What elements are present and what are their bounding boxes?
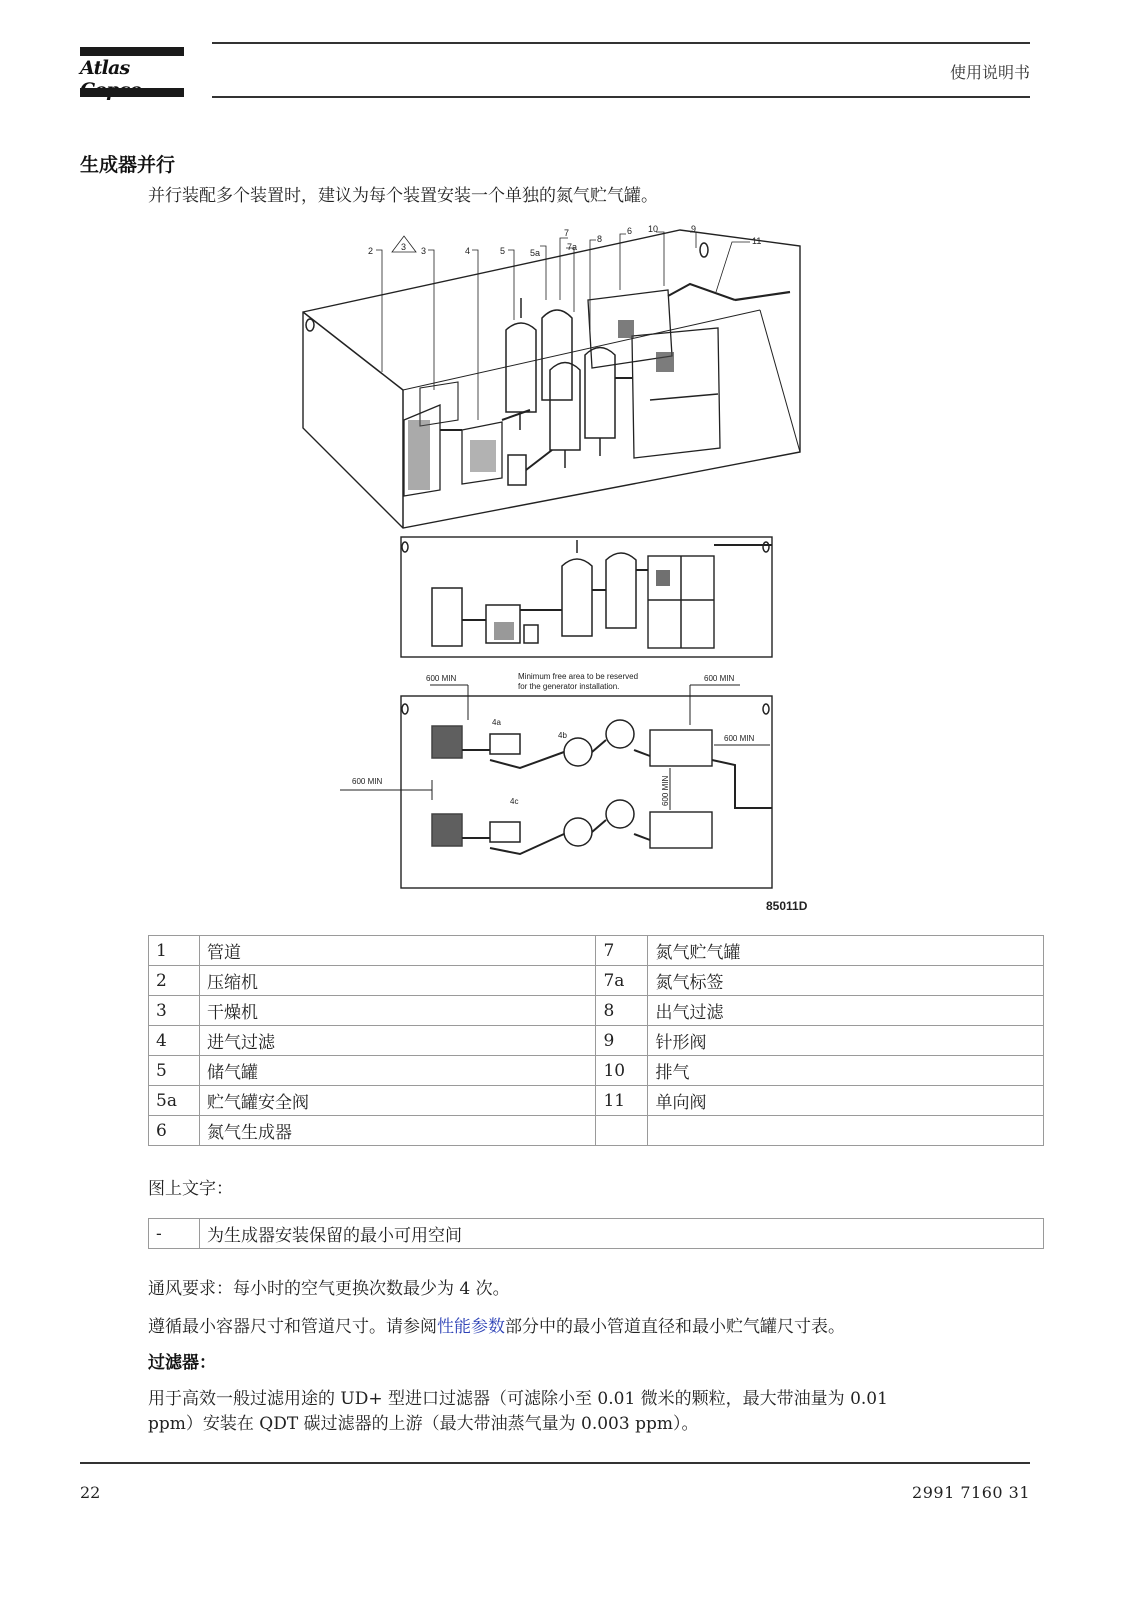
legend-text: 压缩机 (199, 966, 596, 996)
callout-3: 3 (421, 246, 427, 256)
table-row (149, 996, 1044, 1026)
callout-7: 7 (564, 228, 570, 238)
filters-line-1: 用于高效一般过滤用途的 UD+ 型进口过滤器（可滤除小至 0.01 微米的颗粒，最大带油量为 0.01 (148, 1389, 888, 1409)
table-row (149, 936, 1044, 966)
callout-11: 11 (752, 236, 762, 246)
footer-rule (80, 1462, 1030, 1464)
room-isometric (303, 230, 800, 528)
callout-9: 9 (691, 224, 697, 234)
intro-paragraph: 并行装配多个装置时，建议为每个装置安装一个单独的氮气贮气罐。 (148, 186, 658, 206)
callout-2: 2 (368, 246, 374, 256)
logo-bar-bottom (80, 88, 184, 97)
ventilation-text: 通风要求：每小时的空气更换次数最少为 4 次。 (148, 1279, 510, 1299)
logo-text: Atlas (80, 57, 130, 79)
figure-text-table (148, 1218, 1044, 1249)
label-4b: 4b (558, 731, 567, 740)
label-4a: 4a (492, 718, 501, 727)
legend-number: 8 (596, 996, 648, 1026)
legend-number (596, 1116, 648, 1146)
legend-table (148, 935, 1044, 1146)
callout-7a: 7a (567, 242, 578, 252)
room-elevation (401, 537, 772, 657)
figure-text-key: - (149, 1219, 200, 1249)
legend-number: 4 (149, 1026, 200, 1056)
legend-text: 贮气罐安全阀 (199, 1086, 596, 1116)
label-4c: 4c (510, 797, 519, 806)
legend-text: 出气过滤 (648, 996, 1044, 1026)
callout-6: 6 (627, 226, 633, 236)
performance-data-link[interactable]: 性能参数 (437, 1317, 505, 1337)
legend-number: 1 (149, 936, 200, 966)
callout-5: 5 (500, 246, 506, 256)
legend-number: 10 (596, 1056, 648, 1086)
legend-text: 进气过滤 (199, 1026, 596, 1056)
filters-heading: 过滤器： (148, 1353, 216, 1373)
callout-5a: 5a (530, 248, 541, 258)
header-title: 使用说明书 (949, 63, 1030, 82)
note-line-2: for the generator installation. (518, 682, 620, 691)
legend-text: 管道 (199, 936, 596, 966)
document-number: 2991 7160 31 (912, 1483, 1030, 1502)
header-rule-top (212, 42, 1030, 44)
page-number: 22 (80, 1483, 101, 1502)
sizing-text-post: 部分中的最小管道直径和最小贮气罐尺寸表。 (505, 1317, 845, 1337)
legend-text: 干燥机 (199, 996, 596, 1026)
legend-number: 6 (149, 1116, 200, 1146)
table-row (149, 1086, 1044, 1116)
sizing-text-pre: 遵循最小容器尺寸和管道尺寸。请参阅 (148, 1317, 437, 1337)
dim-600-right: 600 MIN (704, 674, 735, 683)
table-row (149, 1116, 1044, 1146)
callout-8: 8 (597, 234, 603, 244)
legend-number: 2 (149, 966, 200, 996)
table-row (149, 1219, 1044, 1249)
figure-id: 85011D (766, 899, 808, 913)
sizing-text (148, 1314, 845, 1340)
legend-text: 排气 (648, 1056, 1044, 1086)
figure-text-value: 为生成器安装保留的最小可用空间 (199, 1219, 1043, 1249)
legend-text: 氮气贮气罐 (648, 936, 1044, 966)
room-plan (340, 685, 772, 888)
table-row (149, 966, 1044, 996)
legend-text: 储气罐 (199, 1056, 596, 1086)
legend-text: 单向阀 (648, 1086, 1044, 1116)
callout-4: 4 (465, 246, 471, 256)
logo-bar-top (80, 47, 184, 56)
legend-number: 5a (149, 1086, 200, 1116)
legend-body (149, 936, 1044, 1146)
installation-figure (300, 222, 820, 922)
legend-number: 9 (596, 1026, 648, 1056)
legend-text: 针形阀 (648, 1026, 1044, 1056)
table-row (149, 1026, 1044, 1056)
callout-leaders (376, 232, 750, 420)
legend-number: 7a (596, 966, 648, 996)
figure-text-heading: 图上文字： (148, 1179, 233, 1199)
dim-600-left: 600 MIN (426, 674, 457, 683)
filters-line-2: ppm）安装在 QDT 碳过滤器的上游（最大带油蒸气量为 0.003 ppm）。 (148, 1414, 699, 1434)
dim-600-side: 600 MIN (352, 777, 383, 786)
section-title: 生成器并行 (80, 154, 176, 176)
table-row (149, 1056, 1044, 1086)
dim-600-gen: 600 MIN (724, 734, 755, 743)
legend-text: 氮气生成器 (199, 1116, 596, 1146)
legend-number: 11 (596, 1086, 648, 1116)
header-rule-bottom (212, 96, 1030, 98)
legend-number: 7 (596, 936, 648, 966)
legend-number: 3 (149, 996, 200, 1026)
legend-text (648, 1116, 1044, 1146)
legend-text: 氮气标签 (648, 966, 1044, 996)
note-line-1: Minimum free area to be reserved (518, 672, 639, 681)
callout-3-warning: 3 (401, 242, 407, 252)
callout-10: 10 (648, 224, 659, 234)
legend-number: 5 (149, 1056, 200, 1086)
dim-600-mid: 600 MIN (661, 775, 670, 806)
